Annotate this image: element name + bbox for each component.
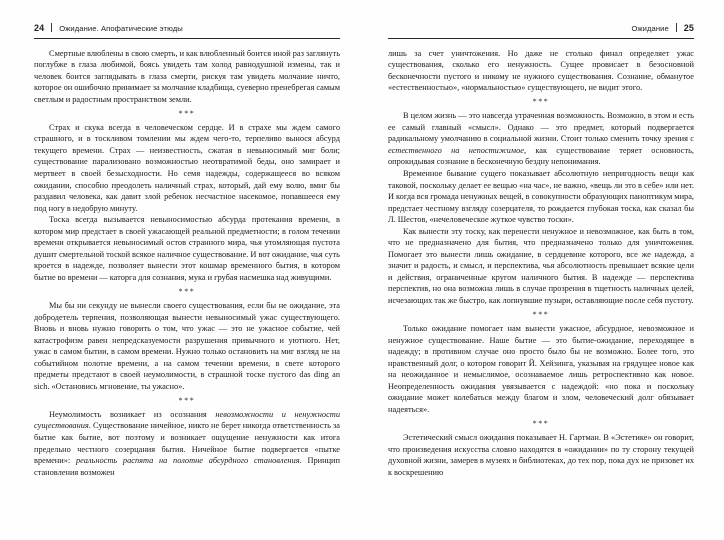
paragraph-continued: лишь за счет уничтожения. Но даже не столько финал определяет ужас существования, сколько его ненужность. Сущее провисает в безосновной бесконечности пустого и никому не нужного существования. Сознание, обманутое «естественностью», «нормальностью» существующего, не видит этого. xyxy=(388,48,694,93)
paragraph: Страх и скука всегда в человеческом сердце. И в страхе мы ждем самого страшного, и в тоскливом томлении мы ждем чего-то, терпеливо вынося абсурд текущего времени. Страх — неизвестность, сжатая в невыносимый миг боли; существование парализовано возможностью неотвратимой беды, оно замирает и мертвеет в своей безысходности. Но семя надежды, содержащееся во всяком ожидании, способно преодолеть наличный страх, который, дай ему волю, вмиг бы раздавил человека, как давит злой ребенок несчастное насекомое, попавшееся ему под ногу в недобрую минуту. xyxy=(34,122,340,213)
section-separator: *** xyxy=(178,286,196,296)
running-head-divider-left xyxy=(51,23,52,32)
emphasis-text: естественного на непостижимое xyxy=(388,145,524,155)
body-text: В целом жизнь — это навсегда утраченная возможность. Возможно, в этом и есть ее самый главный «смысл». Однако — это предмет, который подвергается радикальному умолчанию в социальной жизни. Стоит только сменить точку зрения с xyxy=(388,111,694,144)
paragraph: Временное бывание сущего показывает абсолютную непригодность вещи как таковой, поскольку делает ее вещью «на час», не важно, «вещь ли это в себе» или нет. И когда вся громада ненужных вещей, в совокупности образующих паноптикум мира, предстает честному взгляду созерцателя, то рождается глубокая тоска, как сказал бы Л. Шестов, «нечеловеческое жуткое чувство тоски». xyxy=(388,168,694,225)
body-text: . Принцип становления возможен xyxy=(34,456,340,477)
paragraph-with-emphasis xyxy=(388,110,694,168)
folio-number-right: 25 xyxy=(683,22,694,33)
paragraph: Мы бы ни секунду не вынесли своего существования, если бы не ожидание, эта добродетель терпения, позволяющая вынести невыносимый ужас существующего. Вновь и вновь нужно говорить о том, что ужас — это не ужасное событие, чей катастрофизм равен непредсказуемости разрушения привычного и уютного. Нет, ужас в самом бытии, в самом времени. Нужно только остановить на миг взгляд не на событийном полотне времени, а на самом течении времени, в свете которого предметы предстают в своей неумолимости, в страшной тоске пустого das ding an sich. «Остановись мгновение, ты ужасно». xyxy=(34,300,340,391)
section-separator: *** xyxy=(178,108,196,118)
paragraph: Тоска всегда вызывается невыносимостью абсурда протекания времени, в котором мир предстает в своей ужасающей реальной предметности; в голом течении времени открывается невыносимый остов странного мира, чья утомляющая пустота душит смертельной тоской всякое наличное существование. И вот ожидание, чья суть кроется в надежде, позволяет вынести этот кошмар временного бытия, в котором бытие во времени — каторга для сознания, мука и грубая насмешка над живущими. xyxy=(34,215,340,282)
paragraph: Как вынести эту тоску, как перенести ненужное и невозможное, как быть в том, что не предназначено для бытия, что предназначено только для уничтожения. Помогает это вынести лишь ожидание, в сердцевине которого, все же надежда, а значит и радость, и смысл, и перспектива, чья абсолютность превышает всякие цели и действия, ограниченные кругом наличного бытия. В надежде — перспектива перспектив, но она возможна лишь в случае прозрения в тщетность наличных целей, исчезающих так же быстро, как лопнувшие пузыри, оставляющие после себя пустоту. xyxy=(388,226,694,305)
paragraph-with-emphasis xyxy=(34,409,340,478)
running-title-right: Ожидание xyxy=(631,23,669,33)
text-column-left xyxy=(34,39,340,479)
section-separator: *** xyxy=(532,418,550,428)
paragraph: Эстетический смысл ожидания показывает Н. Гартман. В «Эстетике» он говорит, что произведения искусства словно находятся в «ожидании» по ту сторону текущей духовной жизни, замерев в музеях и библиотеках, до тех пор, пока дух не призовет их к воскрешению xyxy=(388,433,694,477)
running-head-left xyxy=(34,22,340,39)
section-separator: *** xyxy=(532,310,550,320)
emphasis-text: реальность распята на полотне абсурдного становления xyxy=(75,456,300,466)
section-separator: *** xyxy=(178,395,196,405)
running-title-left: Ожидание. Апофатические этюды xyxy=(59,23,183,33)
body-text: Неумолимость возникает из осознания xyxy=(49,409,216,419)
body-text: . Существование ничейное, никто не берет никогда ответственность за бытие как бытие, вот поэтому и возникает ощущение ненужности как итога предельно честного созерцания бытия. Ничейное бытие подвергается «пытке времени»: xyxy=(34,421,340,466)
paragraph: Смертные влюблены в свою смерть, и как влюбленный боится иной раз заглянуть поглубже в глаза любимой, боясь увидеть там холод равнодушной измены, так и человек боится заглядывать в глаза смерти, рискуя там увидеть молчание ничто, которое он ошибочно принимает за молчание кладбища, суеверно пренебрегая самым светлым и радостным пространством земли. xyxy=(34,48,340,104)
text-column-right xyxy=(388,39,694,479)
running-head-divider-right xyxy=(676,23,677,32)
folio-number-left: 24 xyxy=(34,22,45,33)
section-separator: *** xyxy=(532,97,550,107)
paragraph: Только ожидание помогает нам вынести ужасное, абсурдное, невозможное и ненужное существование. Наше бытие — это бытие-ожидание, переходящее в надежду; в противном случае оно просто было бы не возможно. Более того, это нравственный долг, о котором говорит Й. Хейзинга, указывая на грядущее новое как на неожиданное и немыслимое, осознаваемое лишь ретроспективно как новое. Неопределенность ожидания увязывается с надеждой: «но пока и поскольку ожидание может колебаться между благом и злом, человеческий долг обязывает надеяться». xyxy=(388,324,694,414)
page-right xyxy=(362,0,724,540)
emphasis-text: невозможности и ненужности существования xyxy=(34,409,340,431)
body-text: , как существование теряет основность, опрокидывая сознание в бесконечную бездну непонимания. xyxy=(388,145,694,167)
running-head-right xyxy=(388,22,694,39)
